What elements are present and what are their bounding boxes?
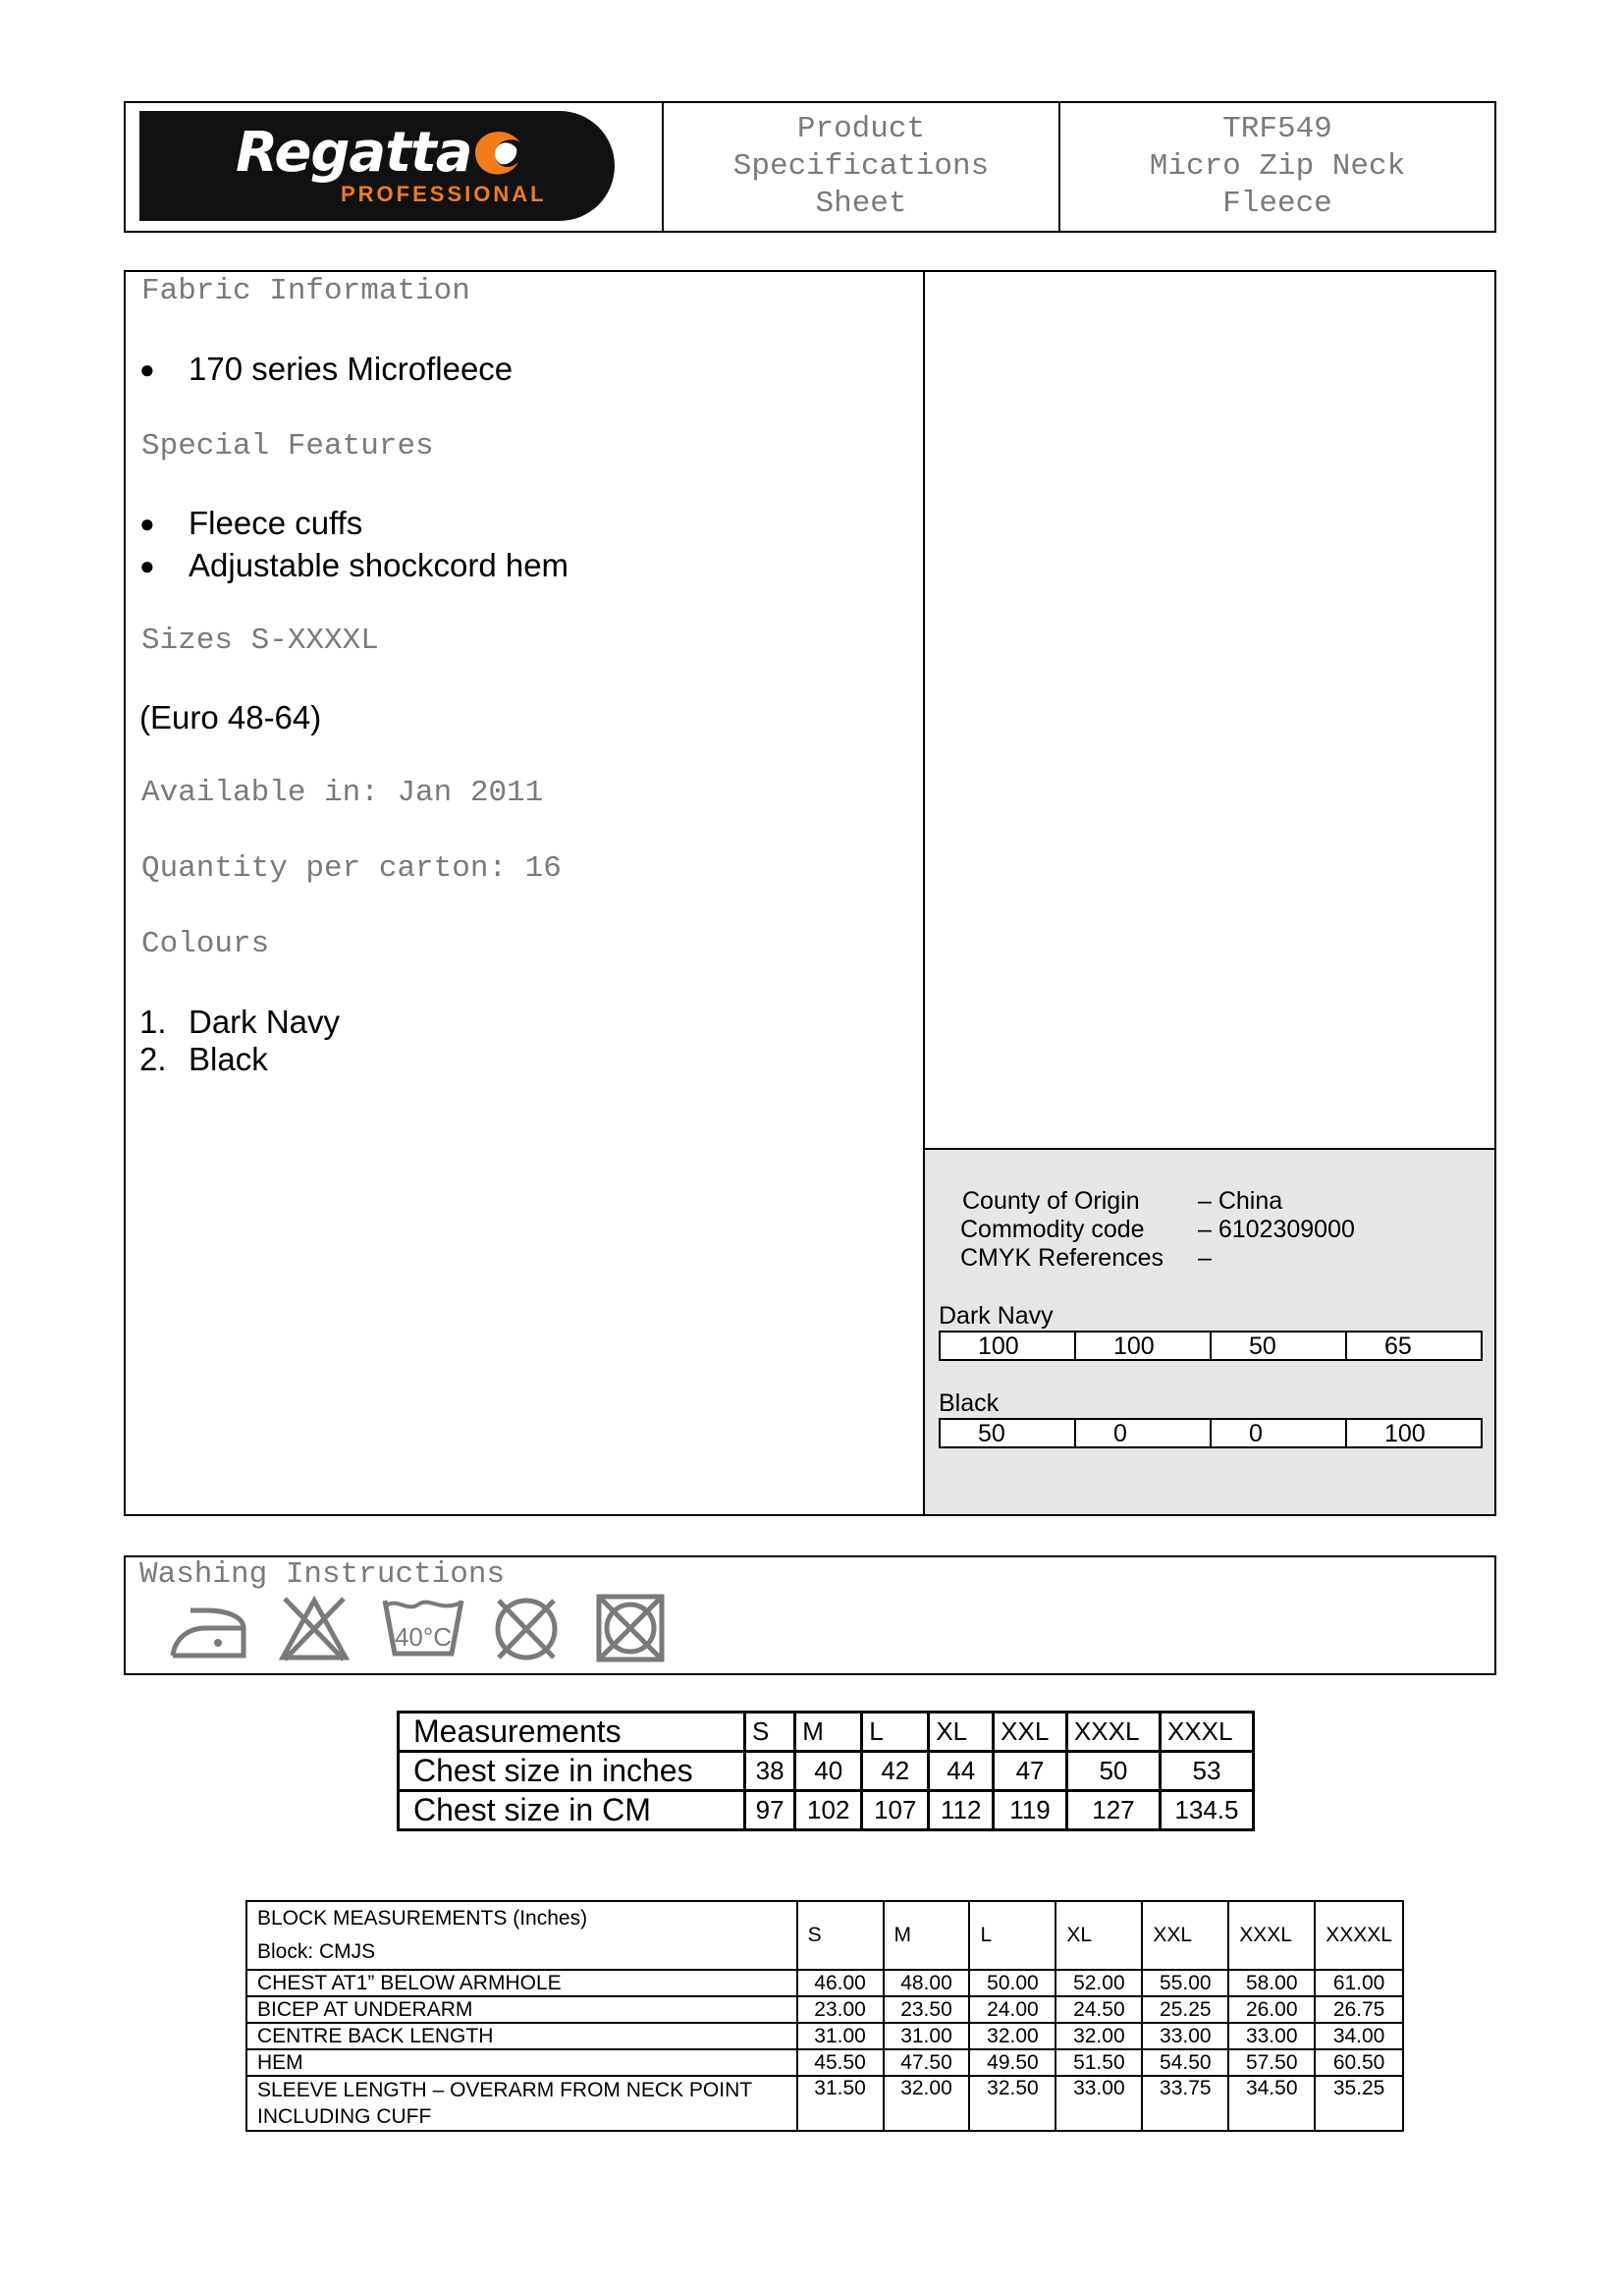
table-cell: 35.25 — [1315, 2076, 1403, 2131]
features-title: Special Features — [141, 429, 434, 463]
table-cell: 102 — [795, 1791, 862, 1830]
cmyk-value: 0 — [1212, 1420, 1347, 1446]
logo-cell — [126, 103, 664, 231]
logo-flame-icon — [465, 123, 524, 187]
table-cell: 31.00 — [797, 2023, 884, 2049]
table-row — [399, 1713, 1254, 1752]
table-cell: 55.00 — [1142, 1970, 1228, 1996]
fabric-item: ● 170 series Microfleece — [139, 351, 514, 387]
table-row — [246, 1901, 1403, 1970]
table-cell: 24.50 — [1056, 1996, 1142, 2023]
block-label: Block: CMJS — [257, 1940, 376, 1963]
product-cell — [1060, 103, 1494, 231]
logo — [139, 111, 615, 221]
table-cell: 33.00 — [1056, 2076, 1142, 2131]
table-cell: Chest size in inches — [399, 1752, 745, 1791]
table-cell: 119 — [994, 1791, 1067, 1830]
table-cell: 61.00 — [1315, 1970, 1403, 1996]
feature-item: ● Adjustable shockcord hem — [139, 547, 569, 583]
table-cell: 40 — [795, 1752, 862, 1791]
product-image-area — [925, 272, 1494, 1148]
table-cell: 31.50 — [797, 2076, 884, 2131]
table-header-cell: S — [797, 1901, 884, 1970]
cmyk-row — [939, 1331, 1483, 1361]
measurements-table — [397, 1711, 1255, 1831]
cmyk-value: 100 — [1076, 1333, 1212, 1359]
table-header-cell: M — [884, 1901, 970, 1970]
table-header-cell: L — [969, 1901, 1056, 1970]
washing-box — [124, 1555, 1496, 1675]
table-cell: 32.00 — [884, 2076, 970, 2131]
table-cell: 53 — [1160, 1752, 1253, 1791]
table-cell: 23.50 — [884, 1996, 970, 2023]
cmyk-colour-name: Dark Navy — [939, 1302, 1054, 1330]
table-cell: 50.00 — [969, 1970, 1056, 1996]
sizes-note: (Euro 48-64) — [139, 699, 322, 735]
fabric-title: Fabric Information — [141, 274, 470, 308]
cmyk-row — [939, 1418, 1483, 1448]
table-cell: 26.00 — [1228, 1996, 1315, 2023]
table-cell: BICEP AT UNDERARM — [246, 1996, 797, 2023]
table-row — [246, 2049, 1403, 2076]
cmyk-value: 100 — [1384, 1420, 1426, 1447]
table-cell: 44 — [929, 1752, 994, 1791]
bullet-icon: ● — [139, 508, 155, 538]
table-cell: 42 — [862, 1752, 929, 1791]
feature-item: ● Fleece cuffs — [139, 505, 363, 541]
cmyk-value: 65 — [1384, 1333, 1412, 1360]
colours-title: Colours — [141, 927, 270, 961]
table-row — [246, 1970, 1403, 1996]
block-measurements-table — [245, 1900, 1404, 2132]
table-cell: SLEEVE LENGTH – OVERARM FROM NECK POINT INCLUDING CUFF — [246, 2076, 797, 2131]
washing-title: Washing Instructions — [139, 1557, 506, 1592]
table-cell: 47 — [994, 1752, 1067, 1791]
table-header-cell: XL — [929, 1713, 994, 1752]
sizes-title: Sizes S-XXXXL — [141, 624, 379, 658]
cmyk-value: 100 — [941, 1333, 1076, 1359]
country-of-origin: County of Origin – China — [962, 1187, 1283, 1215]
cmyk-colour-name: Black — [939, 1389, 1000, 1417]
table-cell: Chest size in CM — [399, 1791, 745, 1830]
table-cell: 32.00 — [969, 2023, 1056, 2049]
table-row — [399, 1752, 1254, 1791]
colour-item: 1. Dark Navy — [139, 1004, 341, 1040]
table-cell: CHEST AT1” BELOW ARMHOLE — [246, 1970, 797, 1996]
table-header-cell: S — [745, 1713, 795, 1752]
table-cell: 31.00 — [884, 2023, 970, 2049]
table-cell: 23.00 — [797, 1996, 884, 2023]
table-cell: 32.00 — [1056, 2023, 1142, 2049]
table-cell: HEM — [246, 2049, 797, 2076]
bullet-icon: ● — [139, 354, 155, 384]
table-header-cell: XXL — [1142, 1901, 1228, 1970]
table-cell: 134.5 — [1160, 1791, 1253, 1830]
colour-item: 2. Black — [139, 1041, 268, 1077]
table-cell: 60.50 — [1315, 2049, 1403, 2076]
table-cell: 107 — [862, 1791, 929, 1830]
table-cell: 50 — [1066, 1752, 1160, 1791]
logo-name: Regatta — [236, 121, 472, 185]
table-cell: 34.50 — [1228, 2076, 1315, 2131]
block-table-title: BLOCK MEASUREMENTS (Inches) — [257, 1907, 588, 1930]
table-cell: 51.50 — [1056, 2049, 1142, 2076]
block-header-cell — [246, 1901, 797, 1970]
wash-40-icon — [381, 1593, 465, 1666]
table-cell: 112 — [929, 1791, 994, 1830]
table-header-cell: XL — [1056, 1901, 1142, 1970]
logo-subtitle: PROFESSIONAL — [341, 182, 547, 206]
doc-title-cell — [664, 103, 1060, 231]
table-cell: 45.50 — [797, 2049, 884, 2076]
table-header-cell: XXL — [994, 1713, 1067, 1752]
cmyk-references: CMYK References – — [960, 1244, 1212, 1272]
table-row — [246, 2023, 1403, 2049]
commodity-code: Commodity code – 6102309000 — [960, 1216, 1355, 1243]
table-cell: 25.25 — [1142, 1996, 1228, 2023]
table-cell: 48.00 — [884, 1970, 970, 1996]
table-cell: 33.00 — [1142, 2023, 1228, 2049]
table-header-cell: XXXXL — [1315, 1901, 1403, 1970]
table-cell: 46.00 — [797, 1970, 884, 1996]
table-cell: 57.50 — [1228, 2049, 1315, 2076]
table-cell: 33.00 — [1228, 2023, 1315, 2049]
table-cell: 38 — [745, 1752, 795, 1791]
table-cell: 47.50 — [884, 2049, 970, 2076]
table-cell: 33.75 — [1142, 2076, 1228, 2131]
table-header-cell: XXXL — [1066, 1713, 1160, 1752]
cmyk-value: 0 — [1076, 1420, 1212, 1446]
bullet-icon: ● — [139, 550, 155, 580]
table-header-cell: L — [862, 1713, 929, 1752]
table-header-cell: XXXL — [1160, 1713, 1253, 1752]
table-cell: 34.00 — [1315, 2023, 1403, 2049]
cmyk-value: 50 — [1212, 1333, 1347, 1359]
doc-title: Product Specifications Sheet — [732, 112, 990, 221]
table-cell: 97 — [745, 1791, 795, 1830]
no-tumble-dry-icon — [595, 1593, 666, 1668]
info-box — [124, 270, 1496, 1516]
table-cell: 49.50 — [969, 2049, 1056, 2076]
table-row — [399, 1791, 1254, 1830]
no-dry-clean-icon — [491, 1595, 562, 1668]
table-cell: 26.75 — [1315, 1996, 1403, 2023]
svg-text:40°C: 40°C — [394, 1622, 453, 1652]
table-row — [246, 1996, 1403, 2023]
table-header-cell: Measurements — [399, 1713, 745, 1752]
quantity-per-carton: Quantity per carton: 16 — [141, 851, 562, 886]
table-cell: 54.50 — [1142, 2049, 1228, 2076]
no-bleach-icon — [279, 1595, 350, 1668]
table-header-cell: M — [795, 1713, 862, 1752]
product-title: TRF549 Micro Zip Neck Fleece — [1149, 112, 1406, 221]
header — [124, 101, 1496, 233]
table-cell: CENTRE BACK LENGTH — [246, 2023, 797, 2049]
origin-panel — [925, 1148, 1494, 1514]
table-cell: 32.50 — [969, 2076, 1056, 2131]
cmyk-value: 50 — [941, 1420, 1076, 1446]
table-cell: 52.00 — [1056, 1970, 1142, 1996]
table-header-cell: XXXL — [1228, 1901, 1315, 1970]
table-cell: 58.00 — [1228, 1970, 1315, 1996]
table-cell: 127 — [1066, 1791, 1160, 1830]
iron-icon — [167, 1599, 249, 1670]
available-date: Available in: Jan 2011 — [141, 776, 544, 810]
table-row — [246, 2076, 1403, 2131]
table-cell: 24.00 — [969, 1996, 1056, 2023]
